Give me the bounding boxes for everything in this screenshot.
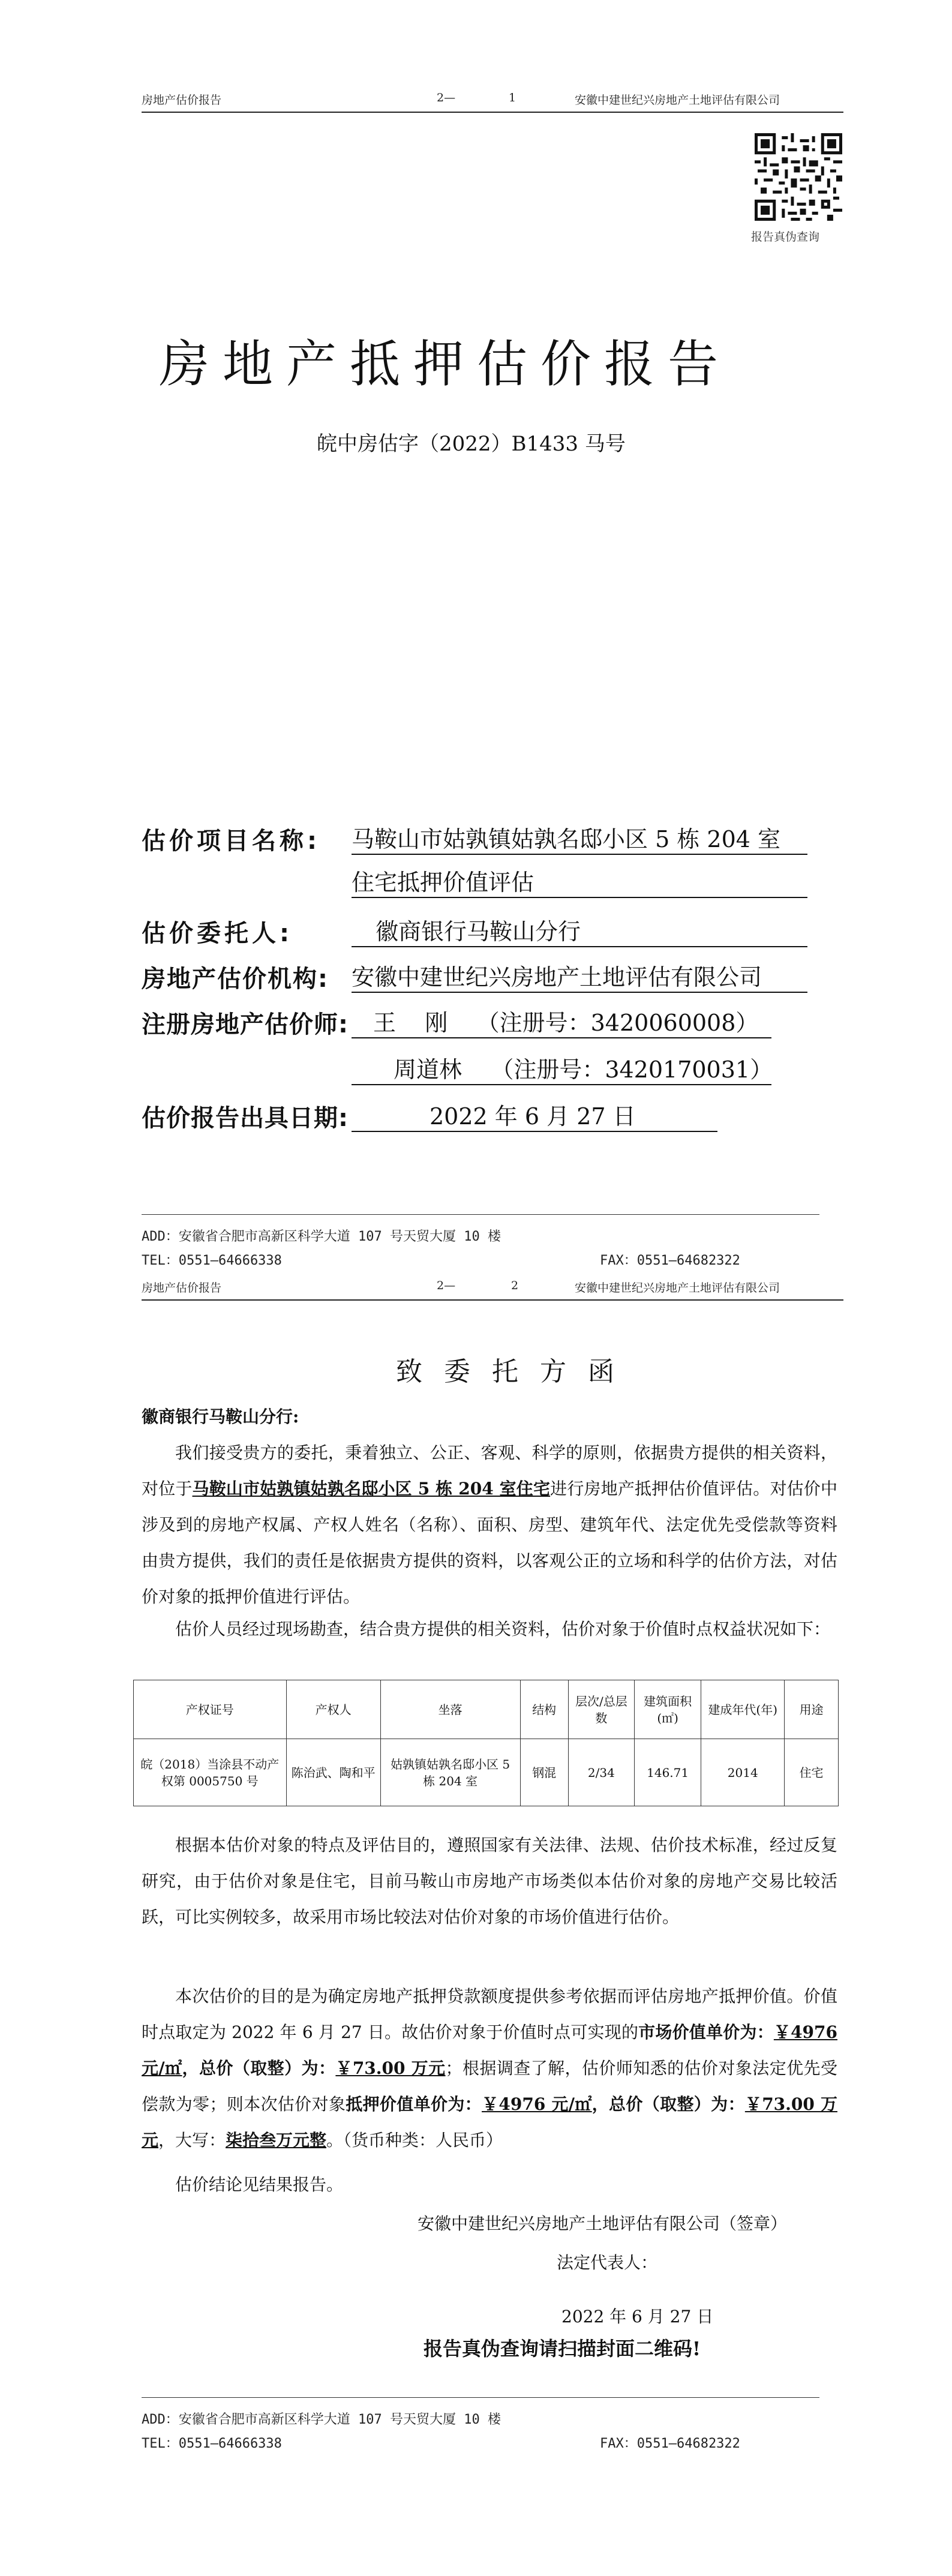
report-number: 皖中房估字（2022）B1433 马号 — [317, 432, 626, 456]
appraiser-1: 王 刚 （注册号：3420060008） — [352, 1004, 771, 1038]
footer-tel: TEL：0551—64666338 — [142, 2436, 282, 2451]
paragraph-5: 估价结论见结果报告。 — [175, 2175, 344, 2194]
signature-representative: 法定代表人： — [557, 2253, 658, 2272]
signature-date: 2022 年 6 月 27 日 — [561, 2307, 714, 2326]
table-header-cell: 建成年代(年) — [701, 1680, 785, 1739]
footer-fax: FAX：0551—64682322 — [600, 1253, 740, 1268]
paragraph-2: 估价人员经过现场勘查，结合贵方提供的相关资料，估价对象于价值时点权益状况如下： — [175, 1619, 831, 1639]
footer-address: ADD：安徽省合肥市高新区科学大道 107 号天贸大厦 10 楼 — [142, 2412, 501, 2427]
letter-title: 致委托方函 — [396, 1356, 636, 1387]
header-page-number: 1 — [509, 91, 516, 104]
property-table — [133, 1680, 839, 1806]
header-rule — [142, 1299, 843, 1301]
footer-rule — [142, 2397, 819, 2398]
date-label: 估价报告出具日期: — [142, 1104, 349, 1132]
table-cell: 2/34 — [568, 1739, 634, 1806]
footer-fax: FAX：0551—64682322 — [600, 2436, 740, 2451]
agency-value: 安徽中建世纪兴房地产土地评估有限公司 — [352, 959, 807, 993]
table-cell: 2014 — [701, 1739, 785, 1806]
appraiser-label: 注册房地产估价师: — [142, 1011, 349, 1038]
table-cell: 姑孰镇姑孰名邸小区 5 栋 204 室 — [380, 1739, 520, 1806]
paragraph-3: 根据本估价对象的特点及评估目的，遵照国家有关法律、法规、估价技术标准，经过反复研究，由于估价对象是住宅，目前马鞍山市房地产市场类似本估价对象的房地产交易比较活跃，可比实例较多，故采用市场比较法对估价对象的市场价值进行估价。 — [142, 1835, 837, 1927]
table-header-cell: 建筑面积(㎡) — [634, 1680, 701, 1739]
table-header-cell: 用途 — [785, 1680, 839, 1739]
table-cell: 146.71 — [634, 1739, 701, 1806]
qr-caption: 报告真伪查询 — [751, 230, 820, 244]
paragraph-1: 我们接受贵方的委托，秉着独立、公正、客观、科学的原则，依据贵方提供的相关资料，对位于马鞍山市姑孰镇姑孰名邸小区 5 栋 204 室住宅进行房地产抵押估价值评估。对估价中涉及到的房地产权属、产权人姓名（名称）、面积、房型、建筑年代、法定优先受偿款等资料由贵方提供，我们的责任是依据贵方提供的资料，以客观公正的立场和科学的估价方法，对估价对象的抵押价值进行评估。 — [142, 1443, 837, 1607]
table-header-cell: 坐落 — [380, 1680, 520, 1739]
client-label: 估价委托人: — [142, 920, 293, 947]
paragraph-4: 本次估价的目的是为确定房地产抵押贷款额度提供参考依据而评估房地产抵押价值。价值时点取定为 2022 年 6 月 27 日。故估价对象于价值时点可实现的市场价值单价为：￥4976 元/㎡，总价（取整）为：￥73.00 万元；根据调查了解，估价师知悉的估价对象法定优先受偿款为零；则本次估价对象抵押价值单价为：￥4976 元/㎡，总价（取整）为：￥73.00 万元，大写：柒拾叁万元整。（货币种类：人民币） — [142, 1986, 837, 2150]
table-header-row — [134, 1680, 839, 1739]
table-cell: 皖（2018）当涂县不动产权第 0005750 号 — [134, 1739, 287, 1806]
table-header-cell: 产权人 — [286, 1680, 380, 1739]
header-page-number: 2 — [511, 1279, 519, 1292]
agency-label: 房地产估价机构: — [142, 965, 329, 993]
table-cell: 陈治武、陶和平 — [286, 1739, 380, 1806]
project-value-line2: 住宅抵押价值评估 — [352, 864, 807, 898]
table-header-cell: 产权证号 — [134, 1680, 287, 1739]
header-right: 安徽中建世纪兴房地产土地评估有限公司 — [575, 94, 780, 107]
authenticity-notice: 报告真伪查询请扫描封面二维码! — [424, 2337, 701, 2360]
table-cell: 住宅 — [785, 1739, 839, 1806]
appraiser-2: 周道林 （注册号：3420170031） — [352, 1051, 771, 1085]
header-page-marker: 2— — [437, 91, 456, 104]
table-cell: 钢混 — [520, 1739, 568, 1806]
qr-code-icon[interactable] — [755, 133, 842, 221]
project-value-line1: 马鞍山市姑孰镇姑孰名邸小区 5 栋 204 室 — [352, 821, 807, 855]
header-left: 房地产估价报告 — [142, 1281, 222, 1295]
footer-address: ADD：安徽省合肥市高新区科学大道 107 号天贸大厦 10 楼 — [142, 1229, 501, 1244]
header-right: 安徽中建世纪兴房地产土地评估有限公司 — [575, 1281, 780, 1295]
footer-rule — [142, 1214, 819, 1215]
client-value: 徽商银行马鞍山分行 — [352, 913, 807, 947]
salutation: 徽商银行马鞍山分行: — [142, 1407, 299, 1427]
footer-tel: TEL：0551—64666338 — [142, 1253, 282, 1268]
signature-company: 安徽中建世纪兴房地产土地评估有限公司（签章） — [418, 2214, 788, 2233]
table-header-cell: 层次/总层数 — [568, 1680, 634, 1739]
report-title: 房地产抵押估价报告 — [159, 335, 732, 394]
header-rule — [142, 112, 843, 113]
project-label: 估价项目名称: — [142, 827, 320, 855]
table-header-cell: 结构 — [520, 1680, 568, 1739]
header-page-marker: 2— — [437, 1279, 456, 1292]
table-row — [134, 1739, 839, 1806]
date-value: 2022 年 6 月 27 日 — [352, 1098, 717, 1132]
header-left: 房地产估价报告 — [142, 94, 222, 107]
